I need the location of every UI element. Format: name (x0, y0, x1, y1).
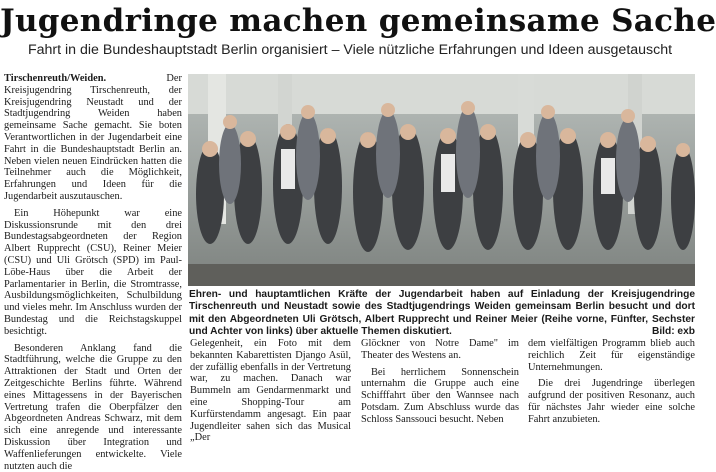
article-column-left (4, 73, 182, 472)
paragraph-outlook: Die drei Jugendringe überlegen aufgrund der positiven Resonanz, auch für nächstes Jahr wieder eine solche Fahrt anzubieten. (528, 378, 695, 425)
article-column-bottom-2 (361, 338, 519, 446)
photo-credit: Bild: exb (651, 326, 695, 338)
paragraph-discussion: Ein Höhepunkt war eine Diskussionsrunde mit den drei Bundestagsabgeordneten der Region Albert Rupprecht (CSU), Reiner Meier (CSU) und Uli Grötsch (SPD) im Paul-Löbe-Haus über die Arbeit der Parlamentarier in Berlin, die Stromtrasse, Ausbildungsmöglichkeiten, Schulbildung und vieles mehr. Im Anschluss wurden der Bundestag und die Reichstagskuppel besichtigt. (4, 207, 182, 337)
group-photo-illustration (188, 74, 695, 286)
article-column-bottom-3 (528, 338, 695, 446)
photo-caption (189, 289, 695, 339)
paragraph-musical-end: Glöckner von Notre Dame" im Theater des Westens an. (361, 338, 519, 361)
paragraph-city-tour: Besonderen Anklang fand die Stadtführung, welche die Gruppe zu den Attraktionen der Stadt und Orten der Zeitgeschichte Berlins führte. Während eines Mittagessens in der Bayerischen Vertretung trafen die Oberpfälzer den Abgeordneten Andreas Schwarz, mit dem sich eine anregende und interessante Diskussion über Integration und Waffenlieferungen entwickelte. Viele nutzten auch die (4, 342, 182, 472)
caption-text: Ehren- und hauptamtlichen Kräfte der Jugendarbeit haben auf Einladung der Kreisjugendringe Tirschenreuth und Neustadt sowie des Stadtjugendrings Weiden gemeinsam Berlin besucht und dort mit den Abgeordneten Uli Grötsch, Albert Rupprecht und Reiner Meier (Reihe vorne, Fünfter, Sechster und Achter von links) über aktuelle Themen diskutiert. (189, 289, 695, 338)
subheadline: Fahrt in die Bundeshauptstadt Berlin organisiert – Viele nützliche Erfahrungen und Ideen ausgetauscht (27, 42, 673, 58)
paragraph-intro-text: Der Kreisjugendring Tirschenreuth, der Kreisjugendring Neustadt und der Stadtjugendring Weiden haben gemeinsame Sache gemacht. Sie boten Verantwortlichen in der Jugendarbeit eine Fahrt in die Bundeshauptstadt Berlin an. Neben vielen neuen Eindrücken hatten die Teilnehmer auch die Möglichkeit, Erfahrungen und Ideen für die Jugendarbeit auszutauschen. (4, 73, 182, 202)
paragraph-free-time: dem vielfältigen Programm blieb auch reichlich Zeit für eigenständige Unternehmungen. (528, 338, 695, 373)
paragraph-boat-trip: Bei herrlichem Sonnenschein unternahm die Gruppe auch eine Schifffahrt über den Wannsee nach Potsdam. Zum Abschluss wurde das Schloss Sanssouci besucht. Neben (361, 366, 519, 425)
paragraph-photo-opportunity: Gelegenheit, ein Foto mit dem bekannten Kabarettisten Django Asül, der zufällig ebenfalls in der Vertretung war, zu machen. Danach war Bummeln am Gendarmenmarkt und eine Shopping-Tour am Kurfürstendamm angesagt. Ein paar Jugendleiter sahen sich das Musical „Der (190, 338, 351, 444)
headline: Jugendringe machen gemeinsame Sache (0, 3, 716, 39)
article-column-bottom-1 (190, 338, 351, 446)
dateline: Tirschenreuth/Weiden. (4, 73, 107, 84)
group-photo (188, 74, 695, 286)
paragraph-intro (4, 73, 182, 203)
